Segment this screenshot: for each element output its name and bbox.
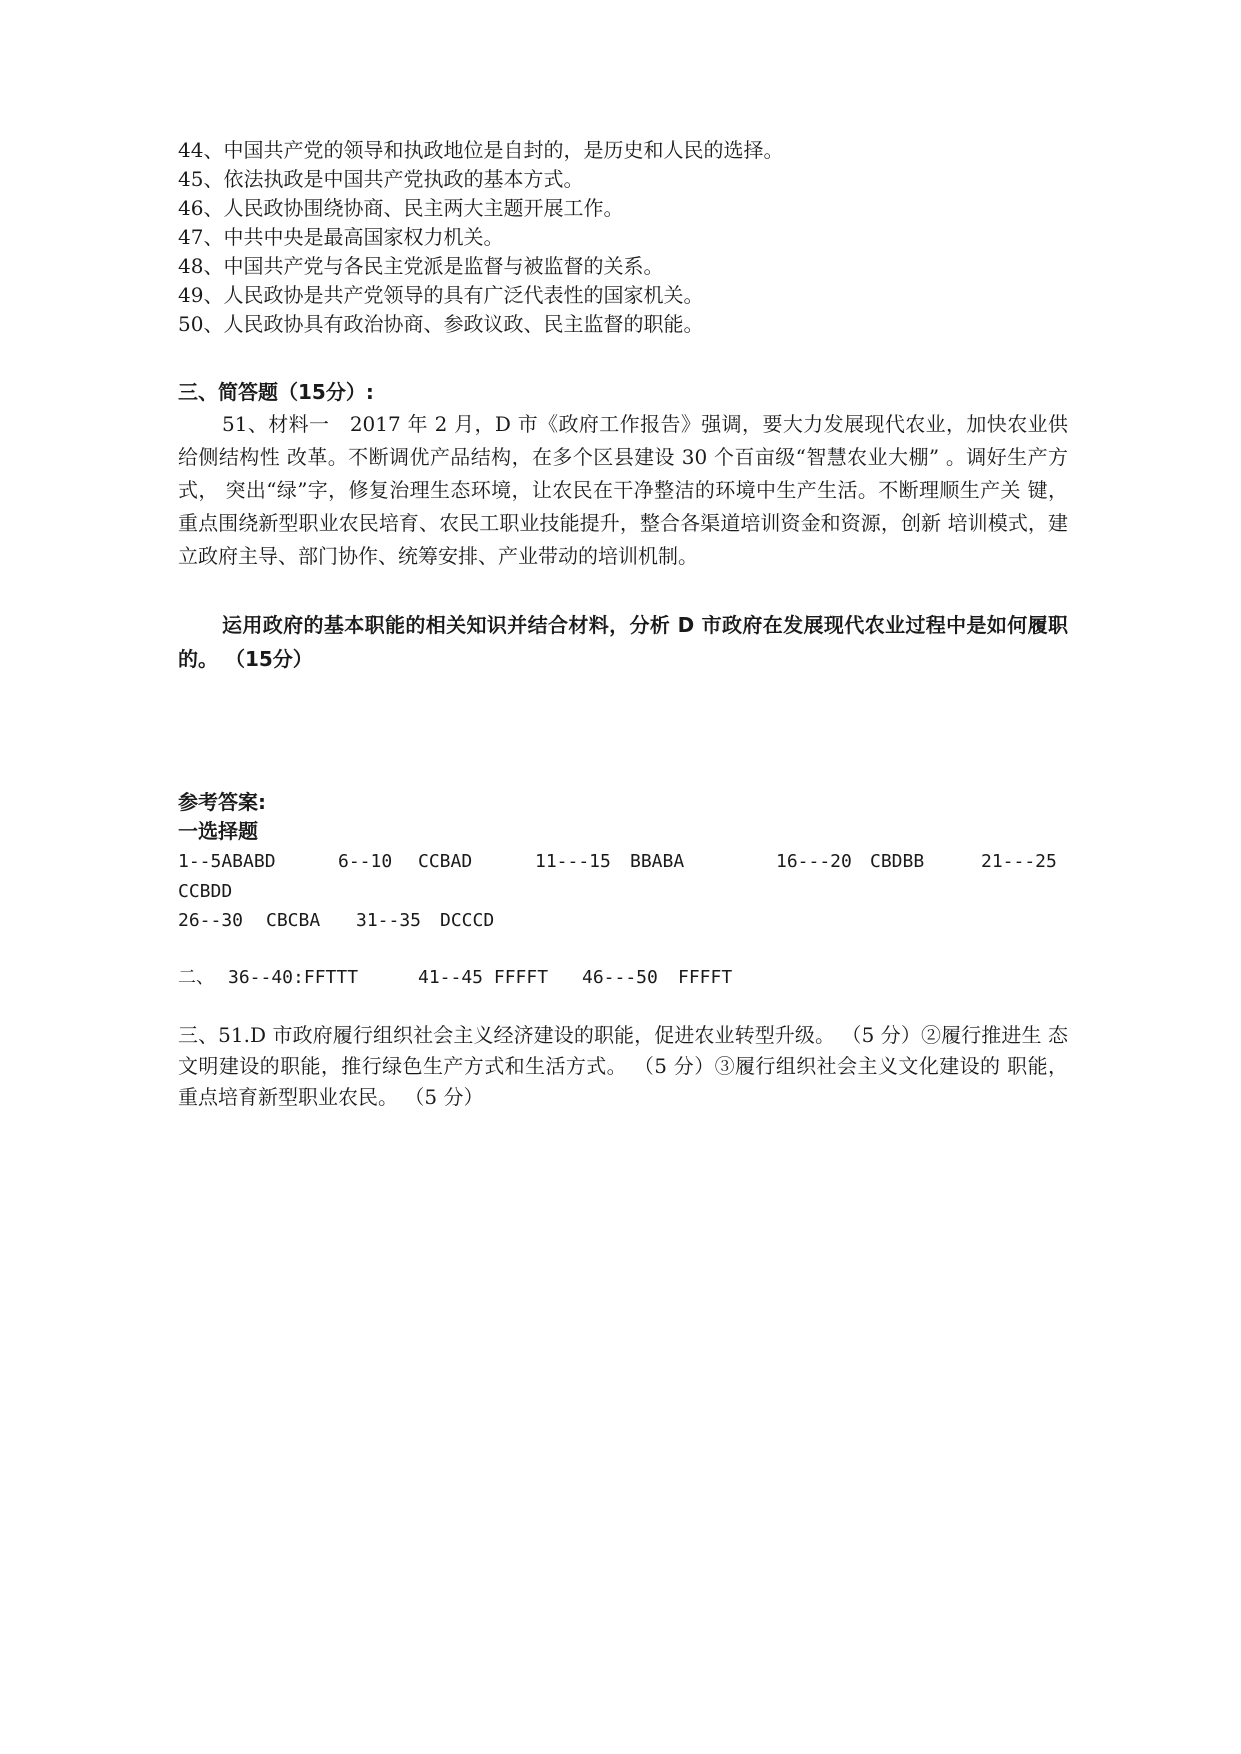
choice-answer-26-30: CBCBA — [266, 910, 321, 931]
choice-range-1-5: 1--5ABABD — [178, 851, 276, 872]
judge-range-46-50: 46---50 — [582, 967, 658, 988]
choice-range-21-25: 21---25 — [981, 851, 1057, 872]
question-text: 运用政府的基本职能的相关知识并结合材料，分析 D 市政府在发展现代农业过程中是如何履职的。 （15分） — [178, 613, 1068, 671]
choice-answer-16-20: CBDBB — [870, 851, 925, 872]
choice-range-6-10: 6--10 — [338, 851, 393, 872]
choice-answer-11-15: BBABA — [630, 851, 685, 872]
judge-answer-36-40: 36--40:FFTTT — [228, 967, 359, 988]
choice-answer-31-35: DCCCD — [440, 910, 495, 931]
choice-range-11-15: 11---15 — [535, 851, 611, 872]
statement-46: 46、人民政协围绕协商、民主两大主题开展工作。 — [178, 196, 624, 220]
choice-range-26-30: 26--30 — [178, 910, 244, 931]
statement-44: 44、中国共产党的领导和执政地位是自封的，是历史和人民的选择。 — [178, 138, 784, 162]
statement-49: 49、人民政协是共产党领导的具有广泛代表性的国家机关。 — [178, 283, 704, 307]
answers-heading: 参考答案: — [178, 790, 266, 814]
short-answer-heading: 三、简答题（15分）: — [178, 380, 374, 404]
judge-answer-46-50: FFFFT — [678, 967, 733, 988]
choice-range-31-35: 31--35 — [356, 910, 422, 931]
statement-50: 50、人民政协具有政治协商、参政议政、民主监督的职能。 — [178, 312, 704, 336]
statement-45: 45、依法执政是中国共产党执政的基本方式。 — [178, 167, 584, 191]
choice-answers-row-1 — [178, 846, 1068, 878]
essay-answer: 三、51.D 市政府履行组织社会主义经济建设的职能，促进农业转型升级。 （5 分）②履行推进生 态文明建设的职能，推行绿色生产方式和生活方式。 （5 分）③履行组织社会主义文化建设的 职能，重点培育新型职业农民。 （5 分） — [178, 1023, 1068, 1109]
choice-range-16-20: 16---20 — [776, 851, 852, 872]
choice-answer-6-10: CCBAD — [418, 851, 473, 872]
statement-48: 48、中国共产党与各民主党派是监督与被监督的关系。 — [178, 254, 664, 278]
judge-section-label: 二、 — [178, 967, 214, 988]
judge-answer-41-45: 41--45 FFFFT — [418, 967, 549, 988]
judge-answers-row — [178, 962, 878, 994]
choice-answers-row-3 — [178, 905, 778, 937]
material-paragraph: 51、材料一 2017 年 2 月，D 市《政府工作报告》强调，要大力发展现代农业，加快农业供给侧结构性 改革。不断调优产品结构，在多个区县建设 30 个百亩级“智慧农业大棚” 。调好生产方式， 突出“绿”字，修复治理生态环境，让农民在干净整洁的环境中生产生活。不断理顺生产关 键，重点围绕新型职业农民培育、农民工职业技能提升，整合各渠道培训资金和资源，创新 培训模式，建立政府主导、部门协作、统筹安排、产业带动的培训机制。 — [178, 412, 1068, 568]
choice-answer-21-25: CCBDD — [178, 881, 233, 902]
choice-heading: 一选择题 — [178, 819, 258, 843]
statement-47: 47、中共中央是最高国家权力机关。 — [178, 225, 504, 249]
